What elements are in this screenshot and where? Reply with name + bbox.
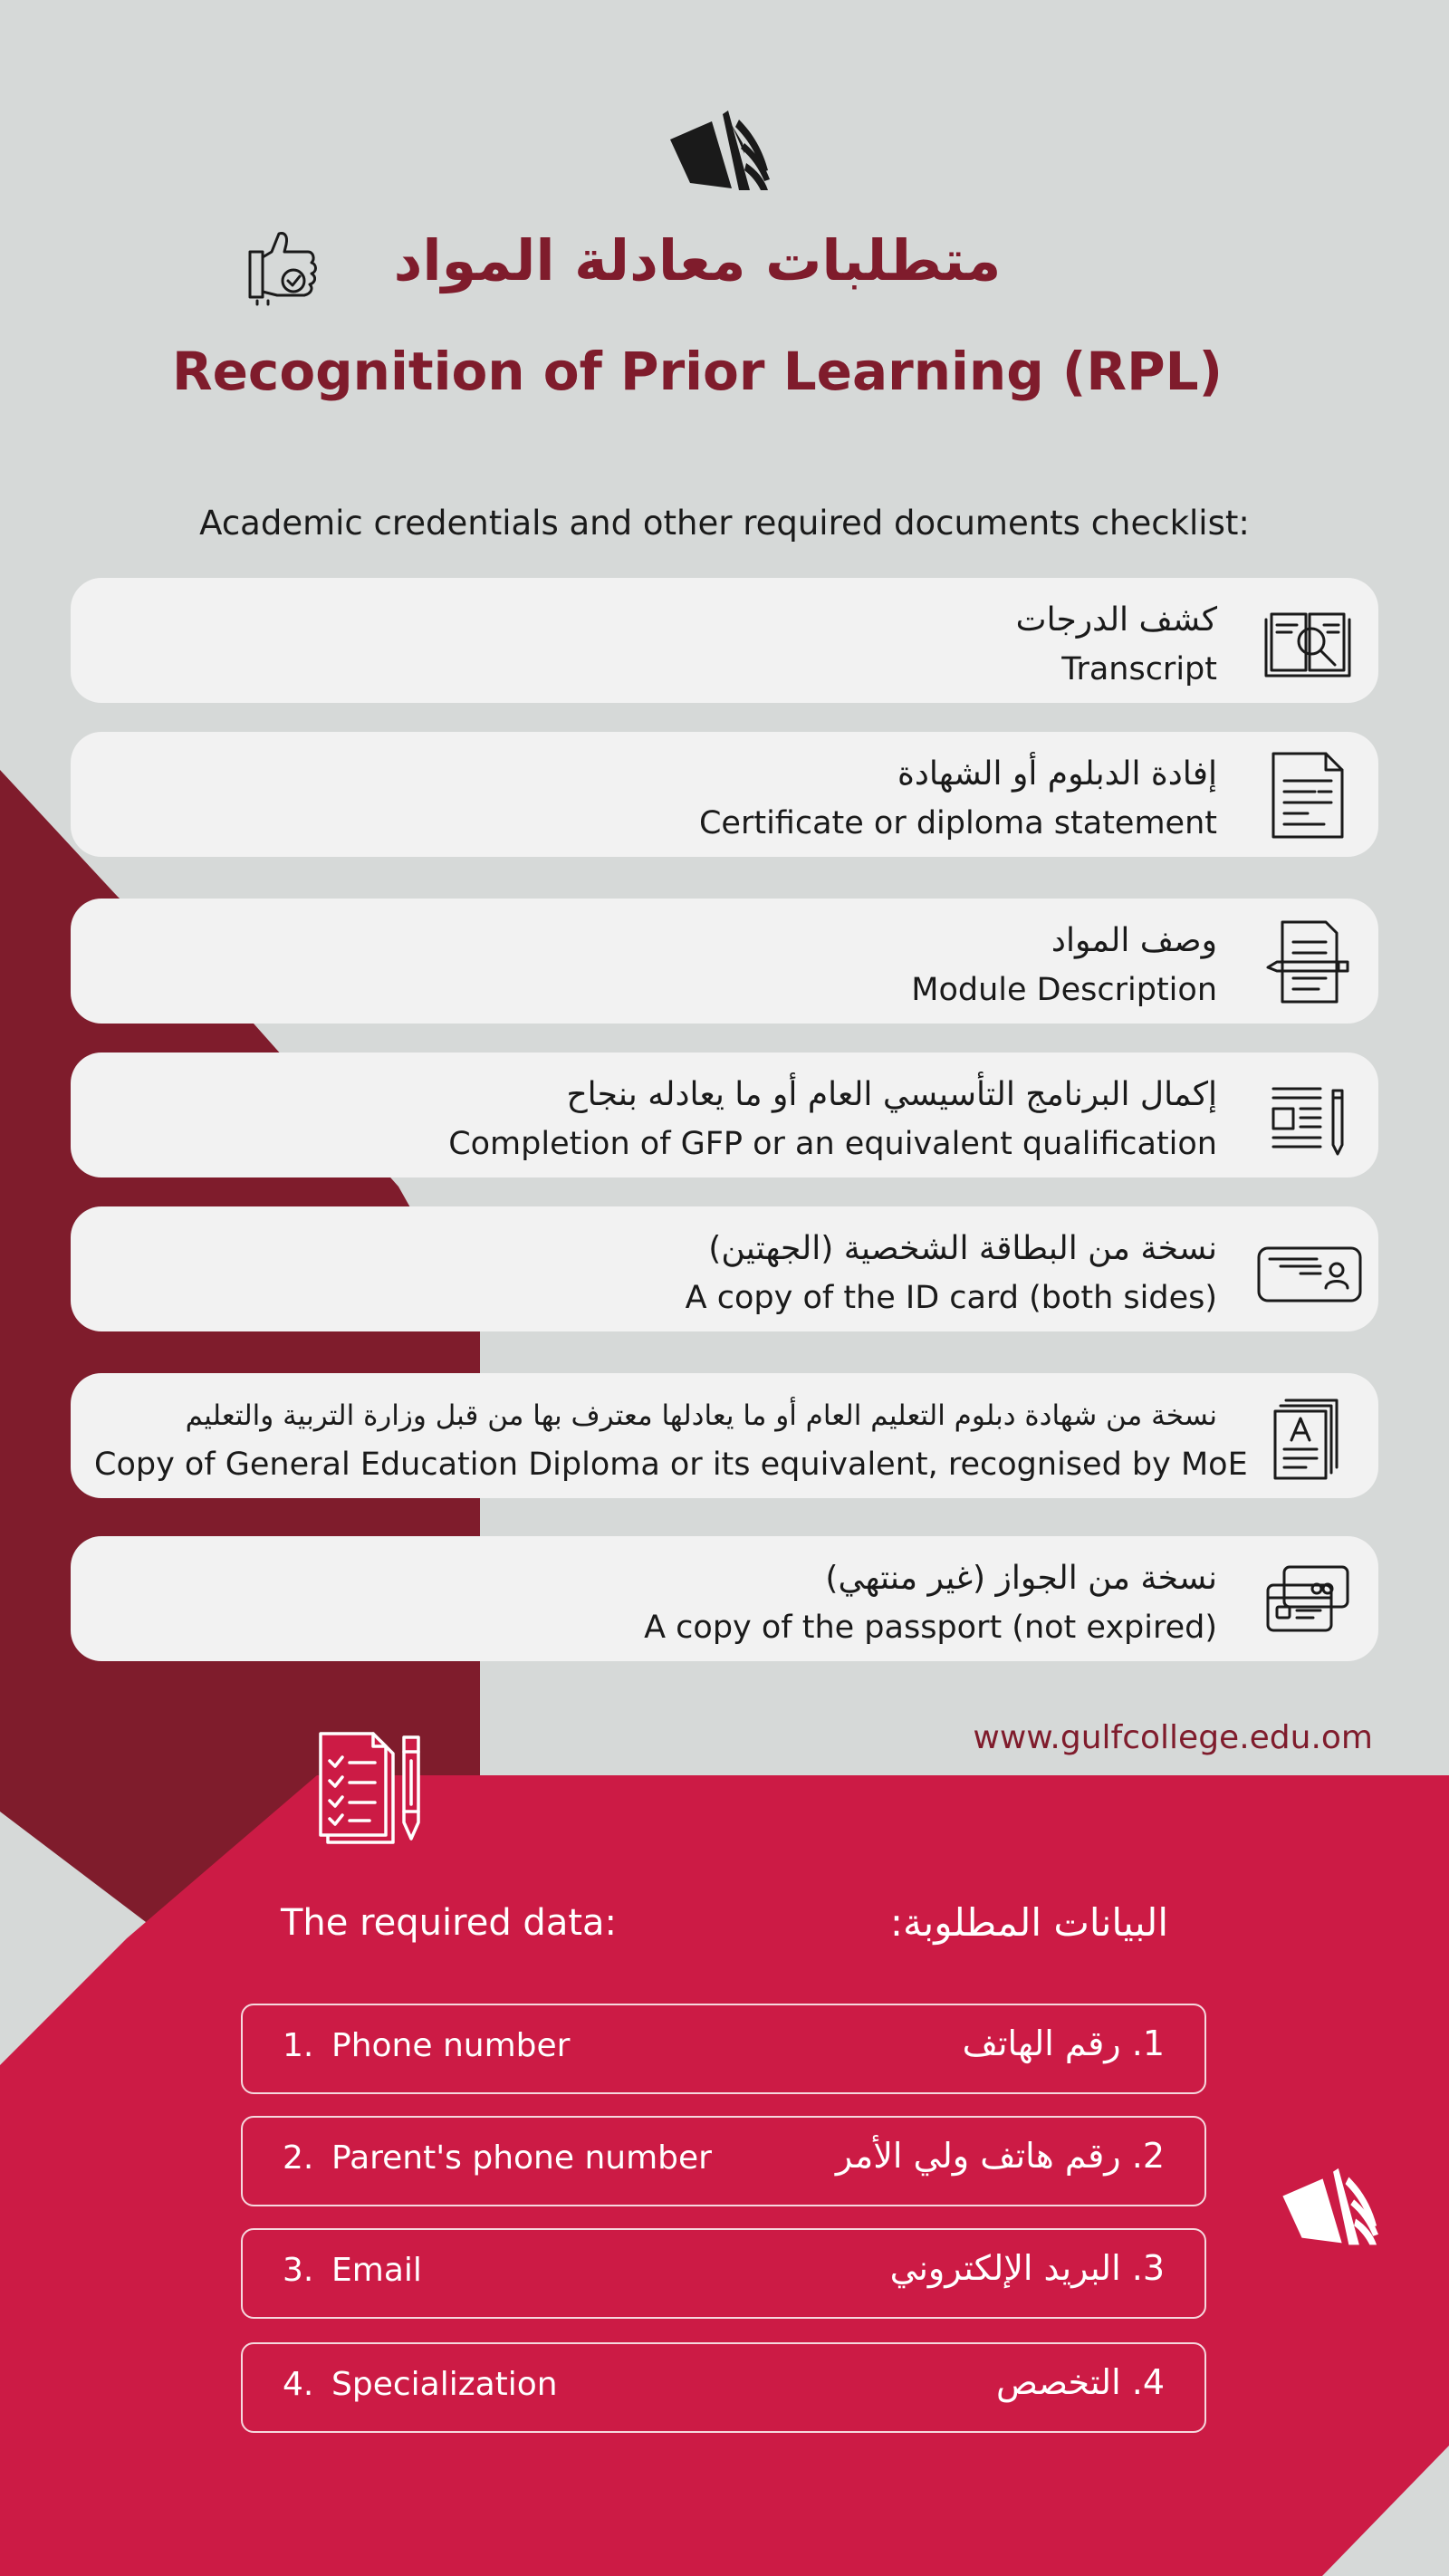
item-label-arabic: 4. التخصص (996, 2362, 1165, 2402)
item-number: 4. (283, 2366, 314, 2403)
document-title-english: A copy of the passport (not expired) (644, 1610, 1217, 1646)
item-label-arabic: 1. رقم الهاتف (962, 2023, 1165, 2063)
title-row (0, 217, 1449, 308)
required-item-parent-phone (241, 2116, 1206, 2206)
page-title-english: Recognition of Prior Learning (RPL) (171, 341, 1223, 402)
required-data-title-english: The required data: (281, 1902, 617, 1944)
page-title-arabic: متطلبات معادلة المواد (393, 227, 1002, 293)
document-title-english: A copy of the ID card (both sides) (685, 1280, 1217, 1316)
website-link[interactable]: www.gulfcollege.edu.om (973, 1719, 1373, 1756)
college-book-logo-icon (667, 107, 782, 197)
document-title-arabic: نسخة من الجواز (غير منتهي) (825, 1560, 1217, 1597)
book-magnifier-icon (1261, 594, 1355, 688)
id-card-icon (1253, 1223, 1366, 1317)
document-card-id-card (71, 1206, 1378, 1331)
document-title-english: Completion of GFP or an equivalent qualification (448, 1126, 1217, 1162)
item-number: 2. (283, 2139, 314, 2177)
college-book-logo-icon (1279, 2165, 1391, 2252)
certificate-stack-icon (1261, 1389, 1355, 1484)
document-title-arabic: نسخة من شهادة دبلوم التعليم العام أو ما يعادلها معترف بها من قبل وزارة التربية والتعليم (185, 1399, 1217, 1432)
required-item-specialization (241, 2342, 1206, 2433)
checklist-intro: Academic credentials and other required documents checklist: (199, 504, 1250, 543)
item-number: 3. (283, 2252, 314, 2289)
document-title-english: Module Description (911, 972, 1217, 1008)
document-title-arabic: نسخة من البطاقة الشخصية (الجهتين) (708, 1230, 1217, 1267)
required-item-phone (241, 2004, 1206, 2094)
item-number: 1. (283, 2027, 314, 2064)
item-label-arabic: 3. البريد الإلكتروني (889, 2248, 1165, 2288)
document-title-english: Transcript (1061, 651, 1217, 687)
document-title-arabic: إفادة الدبلوم أو الشهادة (897, 755, 1217, 793)
document-title-arabic: كشف الدرجات (1015, 601, 1217, 639)
thumbs-up-check-icon (241, 225, 322, 306)
passport-cards-icon (1261, 1552, 1355, 1647)
document-lines-icon (1261, 748, 1355, 842)
document-title-english: Copy of General Education Diploma or its equivalent, recognised by MoE (94, 1447, 1248, 1483)
document-card-general-education-diploma (71, 1373, 1378, 1498)
required-item-email (241, 2228, 1206, 2319)
document-card-transcript (71, 578, 1378, 703)
document-pen-icon (1261, 915, 1355, 1009)
item-label-english: Specialization (331, 2366, 558, 2403)
document-card-module-description (71, 899, 1378, 1024)
document-title-arabic: وصف المواد (1051, 922, 1217, 959)
checklist-pen-icon (315, 1728, 438, 1846)
document-title-english: Certificate or diploma statement (698, 805, 1217, 841)
document-card-certificate (71, 732, 1378, 857)
document-card-gfp-completion (71, 1053, 1378, 1177)
item-label-english: Parent's phone number (331, 2139, 712, 2177)
required-data-title-arabic: البيانات المطلوبة: (889, 1900, 1168, 1945)
item-label-english: Email (331, 2252, 422, 2289)
item-label-arabic: 2. رقم هاتف ولي الأمر (835, 2136, 1165, 2176)
document-title-arabic: إكمال البرنامج التأسيسي العام أو ما يعادله بنجاح (566, 1076, 1217, 1113)
item-label-english: Phone number (331, 2027, 571, 2064)
newspaper-pencil-icon (1261, 1069, 1355, 1163)
document-card-passport (71, 1536, 1378, 1661)
